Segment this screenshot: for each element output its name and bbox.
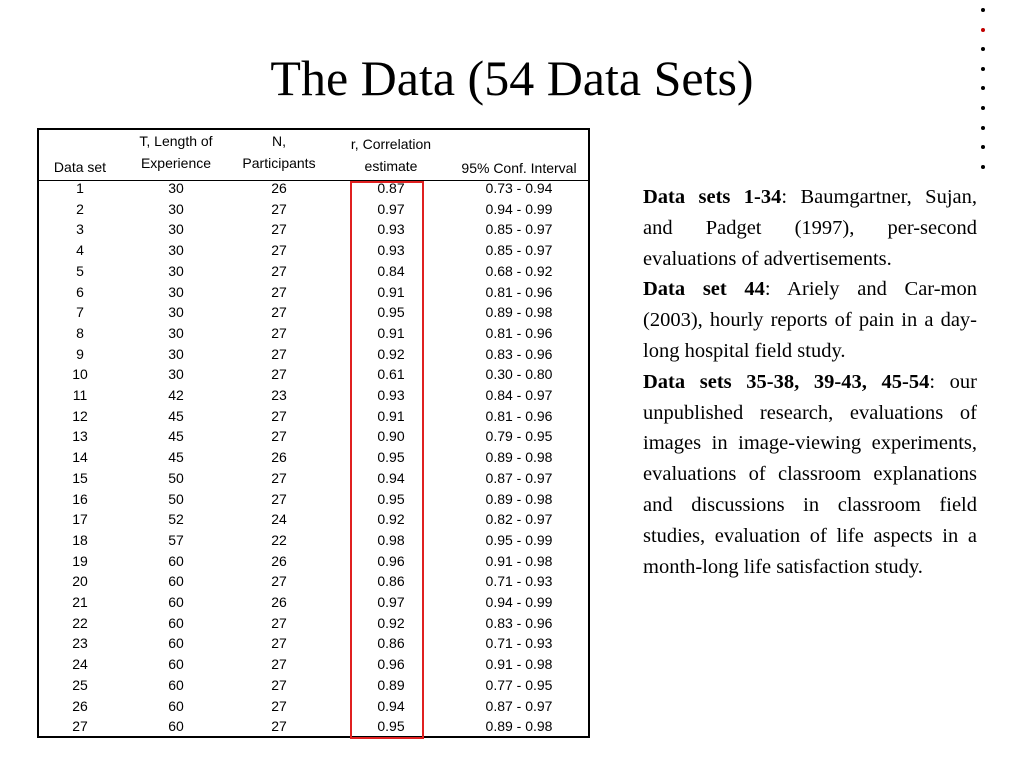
decorative-dots	[978, 8, 988, 184]
table-row	[39, 346, 588, 367]
cell-interval: 0.87 - 0.97	[485, 697, 553, 714]
table-row	[39, 491, 588, 512]
cell-data-set: 1	[76, 180, 84, 196]
cell-participants: 27	[271, 407, 287, 424]
cell-length: 30	[168, 221, 184, 238]
cell-interval: 0.83 - 0.96	[485, 345, 553, 362]
cell-correlation: 0.97	[377, 594, 405, 610]
cell-data-set: 24	[72, 656, 88, 673]
cell-interval: 0.71 - 0.93	[485, 635, 553, 652]
table-row	[39, 304, 588, 325]
cell-data-set: 16	[72, 490, 88, 507]
header-line: estimate	[364, 158, 418, 174]
cell-correlation: 0.94	[377, 697, 405, 714]
cell-interval: 0.71 - 0.93	[485, 573, 553, 590]
header-interval	[449, 135, 589, 179]
cell-participants: 27	[271, 718, 287, 735]
header-line: Participants	[242, 155, 316, 171]
dot-icon	[981, 47, 985, 51]
dot-icon	[981, 67, 985, 71]
header-correlation	[335, 133, 447, 177]
header-participants	[231, 130, 327, 174]
table-row	[39, 511, 588, 532]
cell-correlation: 0.89	[377, 676, 405, 693]
table-row	[39, 677, 588, 698]
table-row	[39, 325, 588, 346]
data-table	[37, 128, 590, 738]
cell-data-set: 6	[76, 283, 84, 300]
cell-interval: 0.77 - 0.95	[485, 676, 553, 693]
cell-data-set: 27	[72, 718, 88, 735]
cell-correlation: 0.91	[377, 324, 405, 341]
cell-data-set: 25	[72, 676, 88, 693]
dot-icon	[981, 165, 985, 169]
cell-participants: 24	[271, 511, 287, 528]
cell-interval: 0.89 - 0.98	[485, 718, 553, 735]
slide-title: The Data (54 Data Sets)	[270, 50, 754, 106]
cell-interval: 0.89 - 0.98	[485, 304, 553, 321]
cell-participants: 27	[271, 697, 287, 714]
table-row	[39, 221, 588, 242]
cell-interval: 0.30 - 0.80	[485, 366, 553, 383]
header-length	[127, 130, 225, 174]
cell-participants: 27	[271, 324, 287, 341]
cell-participants: 27	[271, 221, 287, 238]
table-row	[39, 284, 588, 305]
source-text: our unpublished research, evaluations of images in image-viewing experiments, evaluations of classroom explanations and discussions in classroom field studies, evaluation of life aspects in a month-long life satisfaction study.	[643, 370, 978, 578]
cell-participants: 27	[271, 676, 287, 693]
cell-length: 50	[168, 490, 184, 507]
source-label: Data set 44	[643, 278, 765, 301]
cell-interval: 0.89 - 0.98	[485, 449, 553, 466]
table-row	[39, 573, 588, 594]
cell-participants: 27	[271, 283, 287, 300]
cell-correlation: 0.93	[377, 387, 405, 403]
table-row	[39, 366, 588, 387]
cell-data-set: 21	[72, 594, 88, 610]
cell-length: 30	[168, 304, 184, 321]
table-row	[39, 470, 588, 491]
table-row	[39, 263, 588, 284]
cell-length: 60	[168, 676, 184, 693]
cell-interval: 0.85 - 0.97	[485, 221, 553, 238]
cell-participants: 26	[271, 449, 287, 466]
cell-data-set: 2	[76, 200, 84, 217]
cell-correlation: 0.96	[377, 552, 405, 569]
cell-participants: 26	[271, 552, 287, 569]
cell-length: 52	[168, 511, 184, 528]
dot-icon	[981, 145, 985, 149]
header-line	[449, 135, 589, 157]
cell-length: 30	[168, 262, 184, 279]
cell-correlation: 0.86	[377, 635, 405, 652]
source-separator: :	[929, 370, 936, 393]
cell-participants: 27	[271, 200, 287, 217]
table-row	[39, 718, 588, 739]
header-line: 95% Conf. Interval	[461, 160, 577, 176]
cell-data-set: 15	[72, 469, 88, 486]
cell-length: 30	[168, 242, 184, 259]
cell-interval: 0.94 - 0.99	[485, 200, 553, 217]
dot-icon	[981, 86, 985, 90]
cell-data-set: 23	[72, 635, 88, 652]
cell-correlation: 0.92	[377, 345, 405, 362]
cell-data-set: 3	[76, 221, 84, 238]
cell-correlation: 0.97	[377, 200, 405, 217]
source-text: Baumgartner, Sujan, and Padget (1997), per-second evaluations of advertisements.	[643, 186, 977, 270]
table-row	[39, 698, 588, 719]
source-text: Ariely and Car-mon (2003), hourly reports of pain in a day-long hospital field study.	[643, 278, 977, 362]
cell-length: 60	[168, 614, 184, 631]
table-row	[39, 553, 588, 574]
cell-participants: 26	[271, 180, 287, 196]
cell-correlation: 0.95	[377, 490, 405, 507]
cell-correlation: 0.93	[377, 242, 405, 259]
source-paragraph	[643, 367, 977, 583]
cell-interval: 0.82 - 0.97	[485, 511, 553, 528]
header-line: Data set	[53, 159, 107, 175]
cell-interval: 0.83 - 0.96	[485, 614, 553, 631]
cell-correlation: 0.86	[377, 573, 405, 590]
cell-correlation: 0.95	[377, 304, 405, 321]
cell-correlation: 0.91	[377, 407, 405, 424]
cell-length: 60	[168, 697, 184, 714]
cell-interval: 0.87 - 0.97	[485, 469, 553, 486]
cell-participants: 27	[271, 366, 287, 383]
table-row	[39, 242, 588, 263]
table-row	[39, 180, 588, 201]
cell-interval: 0.85 - 0.97	[485, 242, 553, 259]
table-header	[39, 130, 588, 181]
cell-length: 60	[168, 656, 184, 673]
cell-length: 60	[168, 718, 184, 735]
dot-icon	[981, 126, 985, 130]
cell-participants: 27	[271, 614, 287, 631]
cell-correlation: 0.95	[377, 449, 405, 466]
cell-participants: 27	[271, 428, 287, 445]
cell-interval: 0.84 - 0.97	[485, 387, 553, 403]
cell-length: 30	[168, 366, 184, 383]
cell-correlation: 0.92	[377, 511, 405, 528]
cell-interval: 0.89 - 0.98	[485, 490, 553, 507]
cell-length: 45	[168, 449, 184, 466]
cell-participants: 26	[271, 594, 287, 610]
cell-interval: 0.91 - 0.98	[485, 552, 553, 569]
dot-icon	[981, 106, 985, 110]
cell-correlation: 0.93	[377, 221, 405, 238]
cell-data-set: 12	[72, 407, 88, 424]
table-row	[39, 656, 588, 677]
cell-participants: 27	[271, 656, 287, 673]
table-row	[39, 428, 588, 449]
cell-length: 45	[168, 407, 184, 424]
cell-correlation: 0.90	[377, 428, 405, 445]
cell-interval: 0.68 - 0.92	[485, 262, 553, 279]
cell-length: 60	[168, 594, 184, 610]
cell-data-set: 26	[72, 697, 88, 714]
cell-interval: 0.81 - 0.96	[485, 407, 553, 424]
cell-data-set: 19	[72, 552, 88, 569]
cell-correlation: 0.61	[377, 366, 405, 383]
cell-data-set: 9	[76, 345, 84, 362]
cell-length: 42	[168, 387, 184, 403]
table-row	[39, 594, 588, 615]
source-paragraph	[643, 274, 977, 366]
cell-interval: 0.81 - 0.96	[485, 283, 553, 300]
cell-correlation: 0.87	[377, 180, 405, 196]
cell-data-set: 13	[72, 428, 88, 445]
source-separator: :	[764, 278, 771, 301]
cell-correlation: 0.96	[377, 656, 405, 673]
table-row	[39, 449, 588, 470]
correlation-highlight-box	[350, 181, 424, 739]
cell-data-set: 20	[72, 573, 88, 590]
cell-participants: 23	[271, 387, 287, 403]
cell-participants: 27	[271, 635, 287, 652]
header-line: Experience	[140, 155, 212, 171]
cell-length: 30	[168, 345, 184, 362]
cell-correlation: 0.91	[377, 283, 405, 300]
source-separator: :	[781, 186, 788, 208]
table-row	[39, 615, 588, 636]
cell-interval: 0.91 - 0.98	[485, 656, 553, 673]
cell-participants: 22	[271, 531, 287, 548]
cell-length: 57	[168, 531, 184, 548]
cell-interval: 0.79 - 0.95	[485, 428, 553, 445]
header-line: r, Correlation	[350, 136, 432, 152]
cell-length: 45	[168, 428, 184, 445]
accent-dot-icon	[981, 28, 985, 32]
cell-data-set: 18	[72, 531, 88, 548]
source-label: Data sets 1-34	[643, 186, 782, 208]
cell-participants: 27	[271, 573, 287, 590]
source-paragraph	[643, 182, 977, 274]
cell-correlation: 0.98	[377, 531, 405, 548]
cell-data-set: 4	[76, 242, 84, 259]
cell-length: 50	[168, 469, 184, 486]
cell-participants: 27	[271, 304, 287, 321]
header-line	[45, 134, 115, 156]
cell-data-set: 22	[72, 614, 88, 631]
cell-participants: 27	[271, 345, 287, 362]
cell-data-set: 10	[72, 366, 88, 383]
table-row	[39, 408, 588, 429]
cell-length: 30	[168, 283, 184, 300]
header-data-set	[45, 134, 115, 178]
cell-data-set: 5	[76, 262, 84, 279]
cell-length: 60	[168, 573, 184, 590]
cell-length: 60	[168, 552, 184, 569]
cell-correlation: 0.95	[377, 718, 405, 735]
cell-data-set: 14	[72, 449, 88, 466]
cell-data-set: 8	[76, 324, 84, 341]
cell-length: 30	[168, 180, 184, 196]
cell-length: 60	[168, 635, 184, 652]
data-sources-description	[643, 182, 977, 582]
cell-interval: 0.81 - 0.96	[485, 324, 553, 341]
cell-participants: 27	[271, 469, 287, 486]
table-row	[39, 532, 588, 553]
cell-correlation: 0.94	[377, 469, 405, 486]
cell-participants: 27	[271, 490, 287, 507]
cell-interval: 0.94 - 0.99	[485, 594, 553, 610]
cell-data-set: 11	[72, 387, 88, 403]
header-line: T, Length of	[139, 133, 213, 149]
cell-interval: 0.95 - 0.99	[485, 531, 553, 548]
table-row	[39, 201, 588, 222]
table-row	[39, 635, 588, 656]
table-row	[39, 387, 588, 408]
cell-length: 30	[168, 324, 184, 341]
cell-interval: 0.73 - 0.94	[485, 180, 553, 196]
cell-correlation: 0.92	[377, 614, 405, 631]
cell-data-set: 17	[72, 511, 88, 528]
source-label: Data sets 35-38, 39-43, 45-54	[643, 370, 930, 393]
cell-participants: 27	[271, 242, 287, 259]
cell-participants: 27	[271, 262, 287, 279]
header-line: N,	[272, 133, 286, 149]
cell-length: 30	[168, 200, 184, 217]
cell-data-set: 7	[76, 304, 84, 321]
cell-correlation: 0.84	[377, 262, 405, 279]
dot-icon	[981, 8, 985, 12]
